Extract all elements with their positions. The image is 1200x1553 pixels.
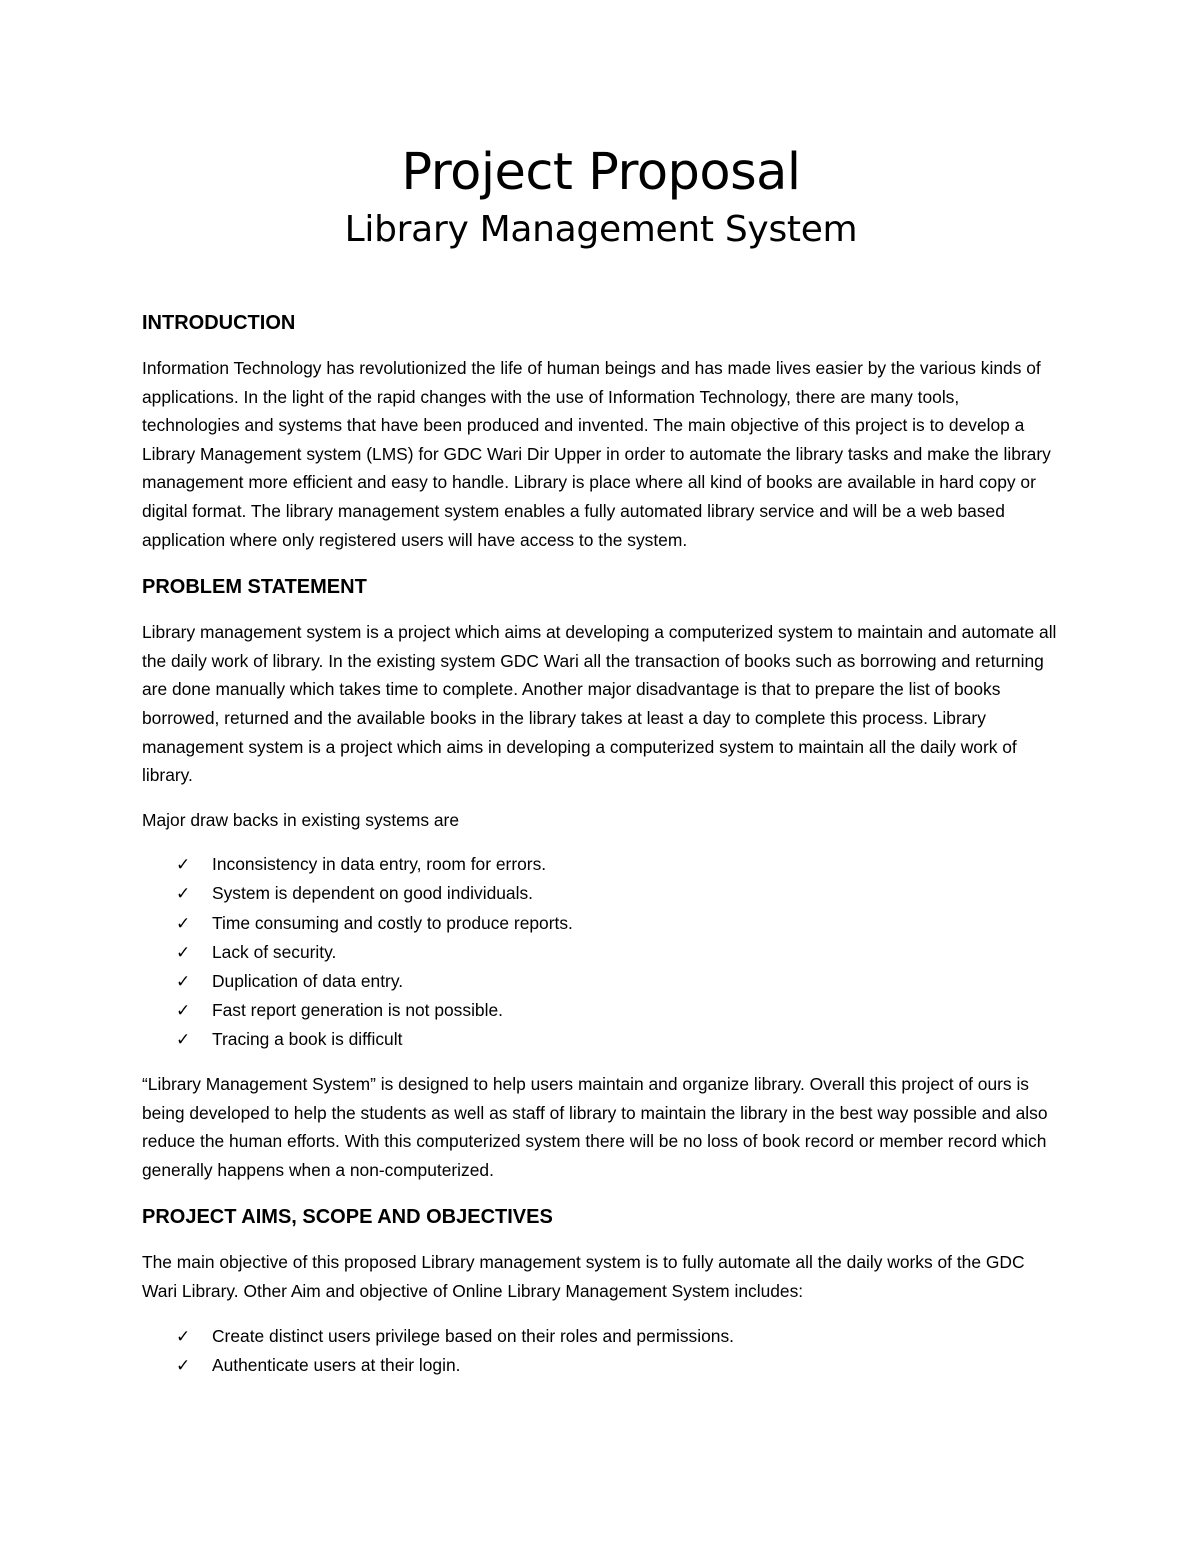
document-title: Project Proposal (401, 143, 801, 202)
problem-statement-heading: PROBLEM STATEMENT (142, 576, 367, 599)
aims-list (142, 1322, 1060, 1380)
check-mark-icon: ✓ (176, 942, 191, 963)
list-item: ✓ Authenticate users at their login. (176, 1351, 1060, 1380)
check-mark-icon: ✓ (176, 1326, 191, 1347)
check-mark-icon: ✓ (176, 971, 191, 992)
check-mark-icon: ✓ (176, 913, 191, 934)
list-item: ✓ Inconsistency in data entry, room for errors. (176, 850, 1060, 879)
aims-paragraph: The main objective of this proposed Library management system is to fully automate all the daily works of the GDC Wari Library. Other Aim and objective of Online Library Management System includes: (142, 1252, 1025, 1301)
check-mark-icon: ✓ (176, 1355, 191, 1376)
drawbacks-intro: Major draw backs in existing systems are (142, 809, 460, 830)
check-mark-icon: ✓ (176, 884, 191, 905)
document-subtitle: Library Management System (344, 209, 858, 250)
check-mark-icon: ✓ (176, 855, 191, 876)
introduction-heading: INTRODUCTION (142, 312, 296, 334)
aims-heading: PROJECT AIMS, SCOPE AND OBJECTIVES (142, 1206, 553, 1229)
list-item: ✓ System is dependent on good individuals. (176, 879, 1060, 908)
introduction-paragraph: Information Technology has revolutionized the life of human beings and has made lives easier by the various kinds of applications. In the light of the rapid changes with the use of Information Technology, there are many tools, technologies and systems that have been produced and invented. The main objective of this project is to develop a Library Management system (LMS) for GDC Wari Dir Upper in order to automate the library tasks and make the library management more efficient and easy to handle. Library is place where all kind of books are available in hard copy or digital format. The library management system enables a fully automated library service and will be a web based application where only registered users will have access to the system. (142, 358, 1051, 550)
check-mark-icon: ✓ (176, 1029, 191, 1050)
list-item: ✓ Fast report generation is not possible. (176, 996, 1060, 1025)
list-item: ✓ Duplication of data entry. (176, 967, 1060, 996)
drawbacks-list (142, 850, 1060, 1054)
list-item: ✓ Create distinct users privilege based on their roles and permissions. (176, 1322, 1060, 1351)
check-mark-icon: ✓ (176, 1000, 191, 1021)
closing-paragraph: “Library Management System” is designed to help users maintain and organize library. Overall this project of ours is being developed to help the students as well as staff of library to maintain the library in the best way possible and also reduce the human efforts. With this computerized system there will be no loss of book record or member record which generally happens when a non-computerized. (142, 1073, 1048, 1180)
list-item: ✓ Time consuming and costly to produce reports. (176, 909, 1060, 938)
problem-statement-paragraph: Library management system is a project which aims at developing a computerized system to maintain and automate all the daily work of library. In the existing system GDC Wari all the transaction of books such as borrowing and returning are done manually which takes time to complete. Another major disadvantage is that to prepare the list of books borrowed, returned and the available books in the library takes at least a day to complete this process. Library management system is a project which aims in developing a computerized system to maintain all the daily work of library. (142, 622, 1057, 786)
list-item: ✓ Tracing a book is difficult (176, 1025, 1060, 1054)
list-item: ✓ Lack of security. (176, 938, 1060, 967)
